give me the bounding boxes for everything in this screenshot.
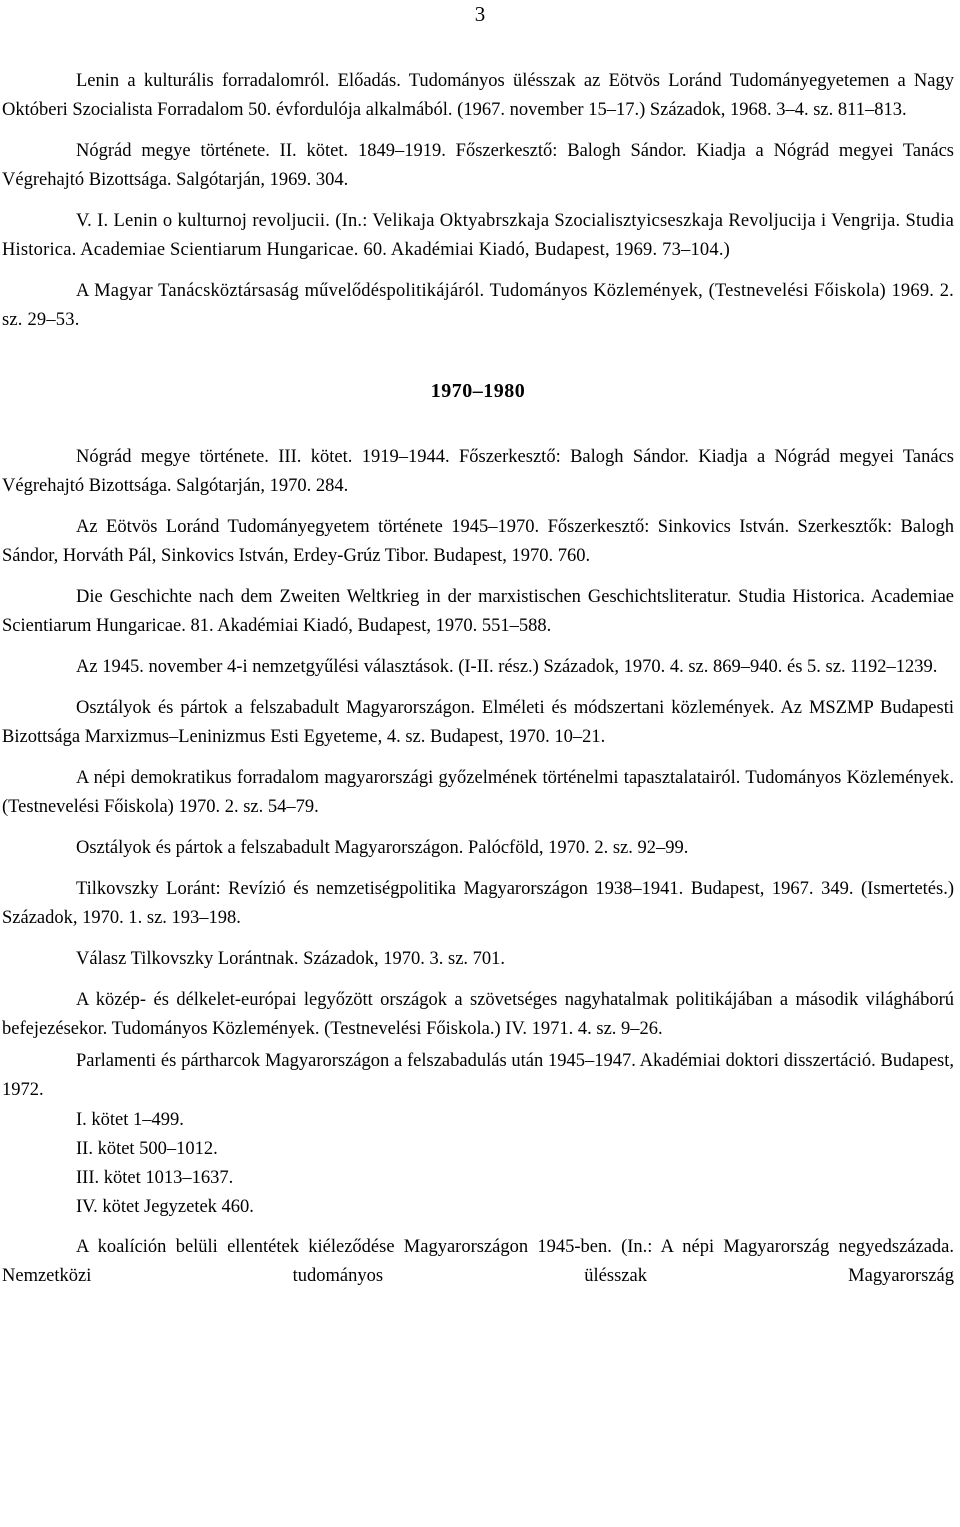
- bibliography-entry: Lenin a kulturális forradalomról. Előadás. Tudományos ülésszak az Eötvös Loránd Tudományegyetemen a Nagy Októberi Szocialista Forradalom 50. évfordulója alkalmából. (1967. november 15–17.) Századok, 1968. 3–4. sz. 811–813.: [2, 71, 954, 120]
- bibliography-entry: Nógrád megye története. II. kötet. 1849–1919. Főszerkesztő: Balogh Sándor. Kiadja a Nógrád megyei Tanács Végrehajtó Bizottsága. Salgótarján, 1969. 304.: [2, 141, 954, 190]
- bibliography: [2, 67, 954, 1303]
- section-heading: 1970–1980: [430, 380, 526, 402]
- bibliography-entry: Az 1945. november 4-i nemzetgyűlési választások. (I-II. rész.) Századok, 1970. 4. sz. 869–940. és 5. sz. 1192–1239.: [76, 657, 938, 677]
- bibliography-entry: Die Geschichte nach dem Zweiten Weltkrieg in der marxistischen Geschichtsliteratur. Studia Historica. Academiae Scientiarum Hungaricae. 81. Akadémiai Kiadó, Budapest, 1970. 551–588.: [2, 587, 954, 636]
- bibliography-entry: Osztályok és pártok a felszabadult Magyarországon. Palócföld, 1970. 2. sz. 92–99.: [76, 838, 689, 858]
- volume-item: II. kötet 500–1012.: [76, 1139, 218, 1159]
- bibliography-entry: Az Eötvös Loránd Tudományegyetem története 1945–1970. Főszerkesztő: Sinkovics István. Szerkesztők: Balogh Sándor, Horváth Pál, Sinkovics István, Erdey-Grúz Tibor. Budapest, 1970. 760.: [2, 517, 954, 566]
- bibliography-entry: A népi demokratikus forradalom magyarországi győzelmének történelmi tapasztalatairól. Tudományos Közlemények. (Testnevelési Főiskola) 1970. 2. sz. 54–79.: [2, 768, 954, 817]
- bibliography-entry: A közép- és délkelet-európai legyőzött országok a szövetséges nagyhatalmak politikájában a második világháború befejezésekor. Tudományos Közlemények. (Testnevelési Főiskola.) IV. 1971. 4. sz. 9–26.: [2, 990, 954, 1039]
- volume-item: I. kötet 1–499.: [76, 1110, 184, 1130]
- bibliography-entry: Parlamenti és pártharcok Magyarországon a felszabadulás után 1945–1947. Akadémiai doktori disszertáció. Budapest, 1972.: [2, 1051, 954, 1100]
- bibliography-entry: Nógrád megye története. III. kötet. 1919–1944. Főszerkesztő: Balogh Sándor. Kiadja a Nógrád megyei Tanács Végrehajtó Bizottsága. Salgótarján, 1970. 284.: [2, 447, 954, 496]
- bibliography-entry: Válasz Tilkovszky Lorántnak. Századok, 1970. 3. sz. 701.: [76, 949, 506, 969]
- bibliography-entry: Osztályok és pártok a felszabadult Magyarországon. Elméleti és módszertani közlemények. Az MSZMP Budapesti Bizottsága Marxizmus–Leninizmus Esti Egyeteme, 4. sz. Budapest, 1970. 10–21.: [2, 698, 954, 747]
- bibliography-entry: A koalíción belüli ellentétek kiéleződése Magyarországon 1945-ben. (In.: A népi Magyarország negyedszázada. Nemzetközi tudományos ülésszak Magyarország: [2, 1237, 954, 1286]
- volume-item: III. kötet 1013–1637.: [76, 1168, 234, 1188]
- bibliography-entry: Tilkovszky Loránt: Revízió és nemzetiségpolitika Magyarországon 1938–1941. Budapest, 1967. 349. (Ismertetés.) Századok, 1970. 1. sz. 193–198.: [2, 879, 954, 928]
- volume-item: IV. kötet Jegyzetek 460.: [76, 1197, 254, 1217]
- bibliography-entry: A Magyar Tanácsköztársaság művelődéspolitikájáról. Tudományos Közlemények, (Testnevelési Főiskola) 1969. 2. sz. 29–53.: [2, 281, 954, 330]
- volume-list: [76, 1106, 954, 1222]
- page-number: 3: [474, 2, 486, 26]
- bibliography-entry: V. I. Lenin o kulturnoj revoljucii. (In.: Velikaja Oktyabrszkaja Szocialisztyicseszkaja Revoljucija i Vengrija. Studia Historica. Academiae Scientiarum Hungaricae. 60. Akadémiai Kiadó, Budapest, 1969. 73–104.): [2, 211, 954, 260]
